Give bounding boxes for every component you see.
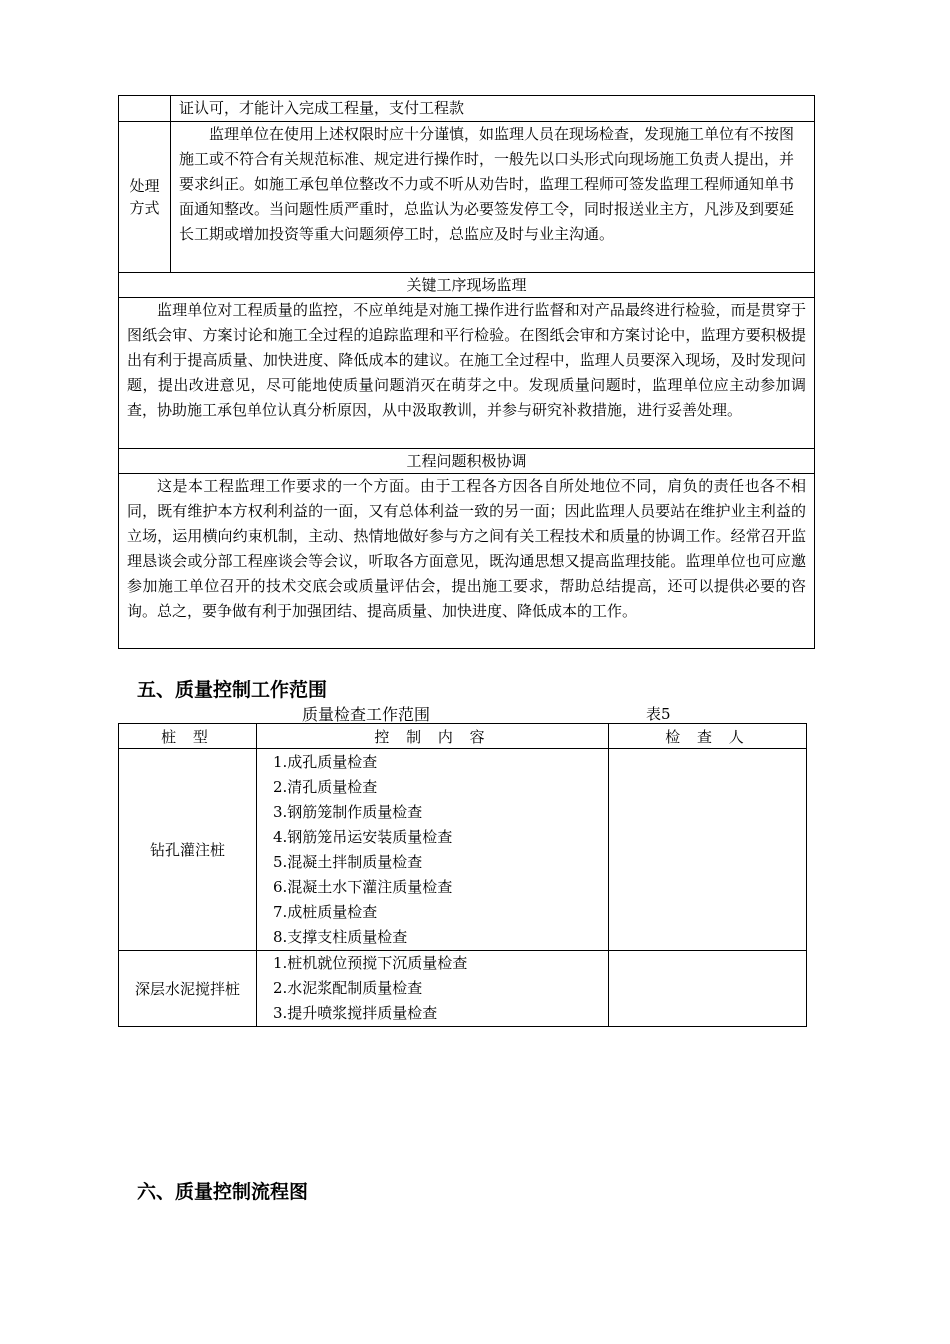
list-item: 1.桩机就位预搅下沉质量检查 [273, 954, 468, 972]
row-label-empty [119, 96, 171, 121]
table-row [119, 96, 814, 121]
paragraph-key-process: 监理单位对工程质量的监控，不应单纯是对施工操作进行监督和对产品最终进行检验，而是贯穿于图纸会审、方案讨论和施工全过程的追踪监理和平行检验。在图纸会审和方案讨论中，监理方要积极提出有利于提高质量、加快进度、降低成本的建议。在施工全过程中，监理人员要深入现场，及时发现问题，提出改进意见，尽可能地使质量问题消灭在萌芽之中。发现质量问题时，监理单位应主动参加调查，协助施工承包单位认真分析原因，从中汲取教训，并参与研究补救措施，进行妥善处理。 [119, 297, 814, 448]
list-item: 2.清孔质量检查 [273, 778, 378, 796]
row-label: 处理方式 [119, 122, 171, 272]
section-title-5: 五、质量控制工作范围 [137, 679, 328, 701]
section-title-6: 六、质量控制流程图 [137, 1181, 309, 1203]
list-item: 5.混凝土拌制质量检查 [273, 853, 423, 871]
supervision-table [118, 95, 815, 649]
table-row [119, 749, 807, 951]
list-item: 2.水泥浆配制质量检查 [273, 979, 423, 997]
header-control-content: 控 制 内 容 [257, 724, 609, 749]
list-item: 4.钢筋笼吊运安装质量检查 [273, 828, 453, 846]
section-heading-key-process: 关键工序现场监理 [119, 272, 814, 297]
inspector-cell [609, 951, 807, 1027]
control-items-cell [257, 749, 609, 951]
table-row [119, 951, 807, 1027]
paragraph-coordination: 这是本工程监理工作要求的一个方面。由于工程各方因各自所处地位不同，肩负的责任也各不相同，既有维护本方权利利益的一面，又有总体利益一致的另一面；因此监理人员要站在维护业主利益的立场，运用横向约束机制，主动、热情地做好参与方之间有关工程技术和质量的协调工作。经常召开监理恳谈会或分部工程座谈会等会议，听取各方面意见，既沟通思想又提高监理技能。监理单位也可应邀参加施工单位召开的技术交底会或质量评估会，提出施工要求，帮助总结提高，还可以提供必要的咨询。总之，要争做有利于加强团结、提高质量、加快进度、降低成本的工作。 [119, 473, 814, 648]
row-text: 证认可，才能计入完成工程量，支付工程款 [179, 99, 465, 117]
control-items-cell [257, 951, 609, 1027]
row-text: 监理单位在使用上述权限时应十分谨慎，如监理人员在现场检查，发现施工单位有不按图施工或不符合有关规范标准、规定进行操作时，一般先以口头形式向现场施工负责人提出，并要求纠正。如施工承包单位整改不力或不听从劝告时，监理工程师可签发监理工程师通知单书面通知整改。当问题性质严重时，总监认为必要签发停工令，同时报送业主方，凡涉及到要延长工期或增加投资等重大问题须停工时，总监应及时与业主沟通。 [179, 125, 795, 243]
table-number: 表5 [646, 705, 671, 723]
table-caption: 质量检查工作范围 [302, 705, 431, 724]
list-item: 3.提升喷浆搅拌质量检查 [273, 1004, 438, 1022]
list-item: 1.成孔质量检查 [273, 753, 378, 771]
header-inspector: 检 查 人 [609, 724, 807, 749]
list-item: 8.支撑支柱质量检查 [273, 928, 408, 946]
pile-type-cell: 钻孔灌注桩 [119, 749, 257, 951]
list-item: 6.混凝土水下灌注质量检查 [273, 878, 453, 896]
pile-type-cell: 深层水泥搅拌桩 [119, 951, 257, 1027]
table-row [119, 121, 814, 272]
quality-check-table [118, 723, 807, 1027]
list-item: 3.钢筋笼制作质量检查 [273, 803, 423, 821]
header-pile-type: 桩 型 [119, 724, 257, 749]
list-item: 7.成桩质量检查 [273, 903, 378, 921]
table-header-row [119, 724, 807, 749]
inspector-cell [609, 749, 807, 951]
section-heading-coordination: 工程问题积极协调 [119, 448, 814, 473]
